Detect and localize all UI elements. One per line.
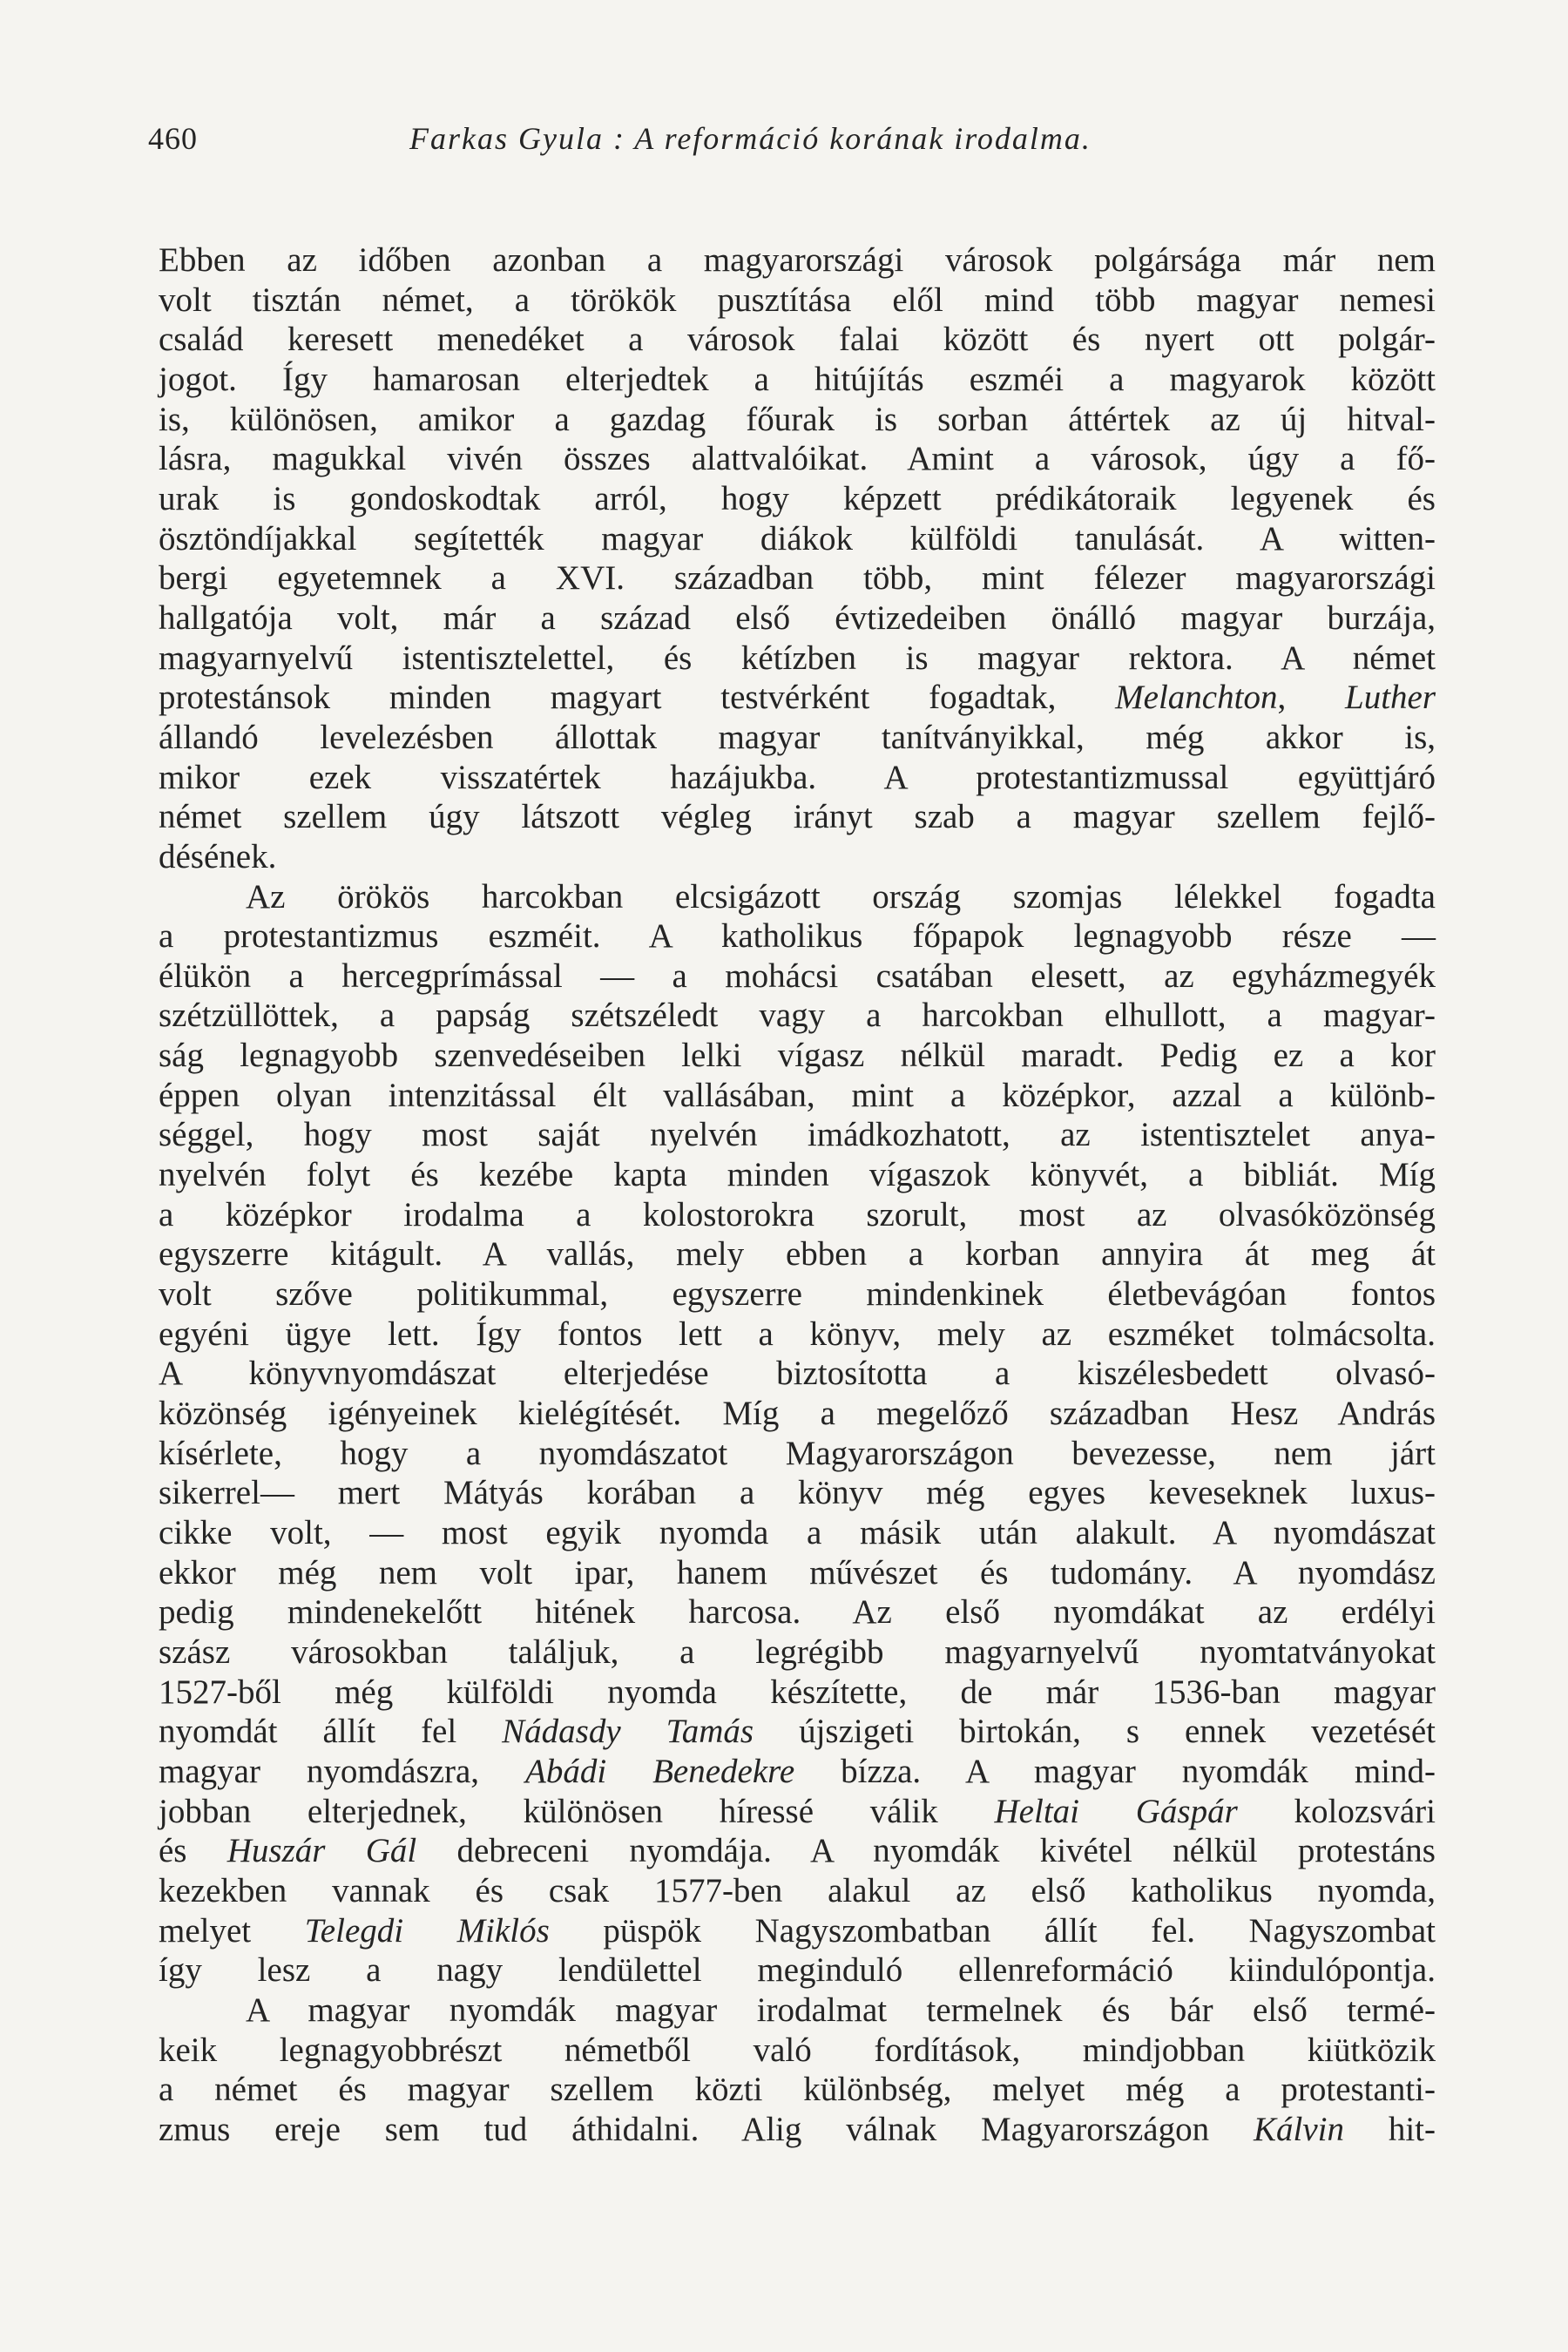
text-line: [159, 1195, 1436, 1235]
page-header: [148, 120, 1437, 164]
text-line: [159, 2031, 1436, 2071]
text-segment: és: [159, 1832, 227, 1870]
text-segment: család keresett menedéket a városok falai között és nyert ott polgár-: [159, 321, 1436, 359]
text-line: [159, 439, 1436, 479]
text-segment: a középkor irodalma a kolostorokra szorult, most az olvasóközönség: [159, 1195, 1436, 1233]
text-line: [159, 718, 1436, 758]
text-segment: sikerrel— mert Mátyás korában a könyv még egyes keveseknek luxus-: [159, 1474, 1436, 1512]
text-segment: urak is gondoskodtak arról, hogy képzett prédikátoraik legyenek és: [159, 479, 1436, 517]
text-segment: nyomdát állít fel: [159, 1713, 503, 1751]
text-line: [159, 1712, 1436, 1752]
text-line: [159, 400, 1436, 440]
text-segment: élükön a hercegprímással — a mohácsi csatában elesett, az egyházmegyék: [159, 956, 1436, 995]
text-line: [159, 916, 1436, 956]
text-line: [159, 1911, 1436, 1951]
text-line: [159, 280, 1436, 321]
text-line: [159, 1036, 1436, 1076]
text-line: [159, 1792, 1436, 1832]
italic-name: Huszár Gál: [226, 1832, 417, 1870]
text-line: [159, 1315, 1436, 1355]
text-segment: melyet: [159, 1911, 305, 1950]
text-line: [159, 1274, 1436, 1315]
text-line: [159, 678, 1436, 718]
text-segment: mikor ezek visszatértek hazájukba. A protestantizmussal együttjáró: [159, 758, 1436, 796]
text-segment: német szellem úgy látszott végleg irányt szab a magyar szellem fejlő-: [159, 798, 1436, 836]
text-line: [159, 1990, 1436, 2031]
text-segment: állandó levelezésben állottak magyar tanítványikkal, még akkor is,: [159, 718, 1436, 756]
text-segment: protestánsok minden magyart testvérként fogadtak,: [159, 679, 1116, 717]
text-line: [159, 519, 1436, 559]
text-line: [159, 639, 1436, 679]
text-line: [159, 956, 1436, 997]
text-segment: zmus ereje sem tud áthidalni. Alig válnak Magyarországon: [159, 2110, 1254, 2148]
text-line: [159, 1513, 1436, 1553]
text-segment: bergi egyetemnek a XVI. században több, mint félezer magyarországi: [159, 559, 1436, 598]
text-line: [159, 598, 1436, 639]
text-segment: keik legnagyobbrészt németből való fordítások, mindjobban kiütközik: [159, 2031, 1436, 2069]
text-line: [159, 797, 1436, 837]
text-segment: jogot. Így hamarosan elterjedtek a hitújítás eszméi a magyarok között: [159, 360, 1436, 398]
text-segment: is, különösen, amikor a gazdag főurak is sorban áttértek az új hitval-: [159, 400, 1436, 438]
italic-name: Heltai Gáspár: [994, 1792, 1238, 1830]
text-segment: pedig mindenekelőtt hitének harcosa. Az első nyomdákat az erdélyi: [159, 1593, 1436, 1632]
text-segment: szász városokban találjuk, a legrégibb magyarnyelvű nyomtatványokat: [159, 1632, 1436, 1671]
body-text: [159, 240, 1436, 2150]
italic-name: Nádasdy Tamás: [502, 1713, 754, 1751]
text-line: [159, 996, 1436, 1036]
running-title: Farkas Gyula : A reformáció korának irodalma.: [409, 121, 1092, 156]
text-line: [159, 1752, 1436, 1792]
text-line: [159, 1394, 1436, 1434]
text-segment: 1527-ből még külföldi nyomda készítette, de már 1536-ban magyar: [159, 1673, 1436, 1711]
text-segment: cikke volt, — most egyik nyomda a másik után alakult. A nyomdászat: [159, 1514, 1436, 1551]
text-segment: jobban elterjednek, különösen híressé válik: [159, 1792, 995, 1830]
text-segment: ekkor még nem volt ipar, hanem művészet és tudomány. A nyomdász: [159, 1553, 1436, 1592]
text-segment: volt tisztán német, a törökök pusztítása elől mind több magyar nemesi: [159, 280, 1436, 319]
text-line: [159, 758, 1436, 798]
text-line: [159, 1871, 1436, 1911]
text-line: [159, 1115, 1436, 1155]
text-line: [159, 837, 1436, 877]
text-segment: magyar nyomdászra,: [159, 1752, 525, 1790]
italic-name: Kálvin: [1253, 2110, 1344, 2148]
text-line: [159, 320, 1436, 360]
text-segment: egyszerre kitágult. A vallás, mely ebben a korban annyira át meg át: [159, 1235, 1436, 1274]
text-line: [159, 1553, 1436, 1593]
text-segment: ösztöndíjakkal segítették magyar diákok külföldi tanulását. A witten-: [159, 519, 1436, 558]
text-segment: debreceni nyomdája. A nyomdák kivétel nélkül protestáns: [416, 1832, 1436, 1870]
text-segment: A könyvnyomdászat elterjedése biztosította a kiszélesbedett olvasó-: [159, 1355, 1436, 1393]
text-line: [159, 1632, 1436, 1673]
text-segment: a protestantizmus eszméit. A katholikus főpapok legnagyobb része —: [159, 917, 1436, 956]
text-segment: séggel, hogy most saját nyelvén imádkozhatott, az istentisztelet anya-: [159, 1116, 1436, 1154]
text-line: [159, 1234, 1436, 1274]
text-segment: Ebben az időben azonban a magyarországi városok polgársága már nem: [159, 241, 1436, 279]
text-segment: ,: [1277, 679, 1345, 717]
text-line: [159, 877, 1436, 917]
text-line: [159, 360, 1436, 400]
text-segment: A magyar nyomdák magyar irodalmat termelnek és bár első termé-: [246, 1990, 1436, 2029]
text-line: [159, 1354, 1436, 1394]
text-segment: kolozsvári: [1237, 1792, 1436, 1830]
text-segment: a német és magyar szellem közti különbség, melyet még a protestanti-: [159, 2071, 1436, 2109]
text-line: [159, 1831, 1436, 1871]
text-segment: szétzüllöttek, a papság szétszéledt vagy a harcokban elhullott, a magyar-: [159, 997, 1436, 1035]
text-segment: egyéni ügye lett. Így fontos lett a könyv, mely az eszméket tolmácsolta.: [159, 1315, 1436, 1353]
italic-name: Luther: [1345, 679, 1436, 717]
text-segment: volt szőve politikummal, egyszerre mindenkinek életbevágóan fontos: [159, 1275, 1436, 1314]
text-segment: bízza. A magyar nyomdák mind-: [794, 1752, 1436, 1790]
text-segment: püspök Nagyszombatban állít fel. Nagyszombat: [549, 1911, 1436, 1950]
text-line: [159, 1434, 1436, 1474]
text-line: [159, 1076, 1436, 1116]
text-segment: désének.: [159, 837, 277, 875]
italic-name: Telegdi Miklós: [304, 1911, 550, 1950]
text-segment: kísérlete, hogy a nyomdászatot Magyarországon bevezesse, nem járt: [159, 1434, 1436, 1472]
text-line: [159, 558, 1436, 598]
text-line: [159, 1473, 1436, 1513]
text-segment: nyelvén folyt és kezébe kapta minden vígaszok könyvét, a bibliát. Míg: [159, 1156, 1436, 1194]
text-segment: Az örökös harcokban elcsigázott ország szomjas lélekkel fogadta: [246, 877, 1436, 916]
text-line: [159, 1155, 1436, 1195]
text-segment: lásra, magukkal vivén összes alattvalóikat. Amint a városok, úgy a fő-: [159, 440, 1436, 478]
text-segment: ság legnagyobb szenvedéseiben lelki vígasz nélkül maradt. Pedig ez a kor: [159, 1037, 1436, 1075]
text-segment: így lesz a nagy lendülettel meginduló ellenreformáció kiindulópontja.: [159, 1951, 1436, 1990]
text-line: [159, 240, 1436, 280]
text-segment: közönség igényeinek kielégítését. Míg a megelőző században Hesz András: [159, 1395, 1436, 1433]
text-segment: hallgatója volt, már a század első évtizedeiben önálló magyar burzája,: [159, 598, 1436, 637]
text-segment: hit-: [1343, 2110, 1436, 2148]
text-segment: kezekben vannak és csak 1577-ben alakul az első katholikus nyomda,: [159, 1871, 1436, 1909]
text-line: [159, 1673, 1436, 1713]
page-number: 460: [148, 121, 198, 156]
text-segment: újszigeti birtokán, s ennek vezetését: [754, 1713, 1436, 1751]
text-line: [159, 2070, 1436, 2110]
text-line: [159, 1950, 1436, 1990]
text-line: [159, 1592, 1436, 1632]
text-line: [159, 479, 1436, 519]
italic-name: Melanchton: [1115, 679, 1278, 717]
text-segment: éppen olyan intenzitással élt vallásában, mint a középkor, azzal a különb-: [159, 1076, 1436, 1114]
italic-name: Abádi Benedekre: [525, 1752, 795, 1790]
text-segment: magyarnyelvű istentisztelettel, és kétízben is magyar rektora. A német: [159, 639, 1436, 677]
text-line: [159, 2110, 1436, 2150]
